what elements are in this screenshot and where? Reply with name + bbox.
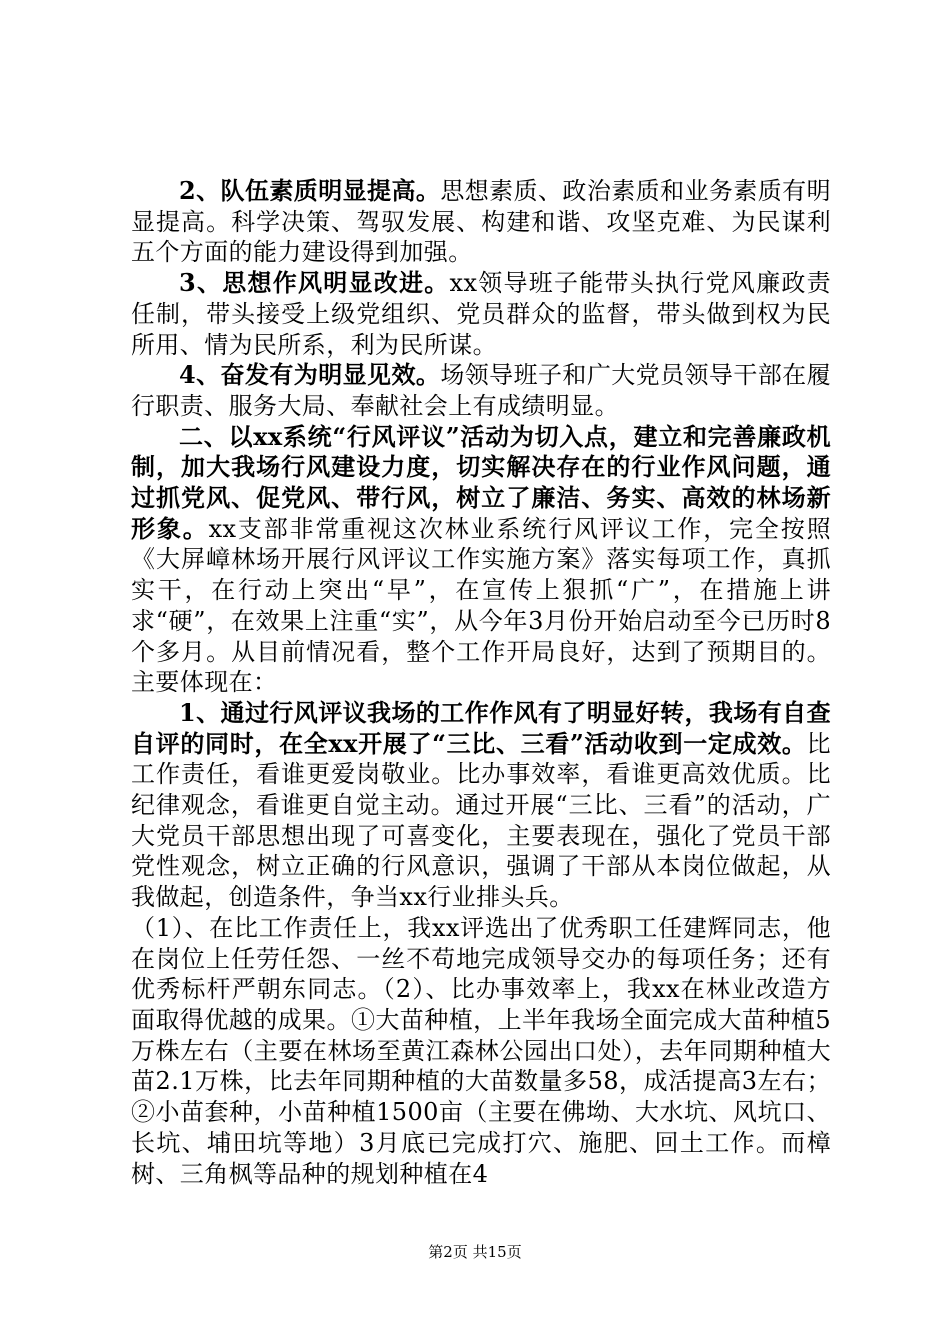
paragraph-heading: 1、通过行风评议我场的工作作风有了明显好转，我场有自查自评的同时，在全xx开展了“三比、三看”活动收到一定成效。 [131, 697, 831, 758]
paragraph-text: 比工作责任，看谁更爱岗敬业。比办事效率，看谁更高效优质。比纪律观念，看谁更自觉主动。通过开展“三比、三看”的活动，广大党员干部思想出现了可喜变化，主要表现在，强化了党员干部党性观念，树立正确的行风意识，强调了干部从本岗位做起，从我做起，创造条件，争当xx行业排头兵。 [131, 729, 831, 912]
paragraph-work-style [131, 268, 831, 360]
paragraph-heading: 3、思想作风明显改进。 [179, 268, 450, 298]
paragraph-heading: 4、奋发有为明显见效。 [179, 360, 441, 390]
paragraph-text: 场领导班子和广大党员领导干部在履行职责、服务大局、奉献社会上有成绩明显。 [131, 361, 831, 420]
paragraph-section-two [131, 422, 831, 698]
paragraph-text: xx支部非常重视这次林业系统行风评议工作，完全按照《大屏嶂林场开展行风评议工作实施方案》落实每项工作，真抓实干，在行动上突出“早”，在宣传上狠抓“广”，在措施上讲求“硬”，在效果上注重“实”，从今年3月份开始启动至今已历时8个多月。从目前情况看，整个工作开局良好，达到了预期目的。主要体现在： [131, 514, 831, 697]
paragraph-text: （1）、在比工作责任上，我xx评选出了优秀职工任建辉同志，他在岗位上任劳任怨、一丝不苟地完成领导交办的每项任务；还有优秀标杆严朝东同志。（2）、比办事效率上，我xx在林业改造方面取得优越的成果。①大苗种植，上半年我场全面完成大苗种植5万株左右（主要在林场至黄江森林公园出口处），去年同期种植大苗2.1万株，比去年同期种植的大苗数量多58，成活提高3左右；②小苗套种，小苗种植1500亩（主要在佛坳、大水坑、风坑口、长坑、埔田坑等地）3月底已完成打穴、施肥、回土工作。而樟树、三角枫等品种的规划种植在4 [131, 913, 831, 1188]
paragraph-three-comparisons [131, 698, 831, 913]
paragraph-text: 思想素质、政治素质和业务素质有明显提高。科学决策、驾驭发展、构建和谐、攻坚克难、为民谋利五个方面的能力建设得到加强。 [131, 177, 831, 267]
document-body [131, 176, 831, 1189]
paragraph-heading: 二、以xx系统“行风评议”活动为切入点，建立和完善廉政机制，加大我场行风建设力度，切实解决存在的行业作风问题，通过抓党风、促党风、带行风，树立了廉洁、务实、高效的林场新形象。 [131, 421, 831, 543]
paragraph-team-quality [131, 176, 831, 268]
paragraph-effectiveness [131, 360, 831, 421]
page-number-footer: 第2页 共15页 [428, 1243, 522, 1261]
paragraph-heading: 2、队伍素质明显提高。 [179, 176, 441, 205]
paragraph-details [131, 913, 831, 1189]
paragraph-text: xx领导班子能带头执行党风廉政责任制，带头接受上级党组织、党员群众的监督，带头做到权为民所用、情为民所系，利为民所谋。 [131, 269, 831, 359]
